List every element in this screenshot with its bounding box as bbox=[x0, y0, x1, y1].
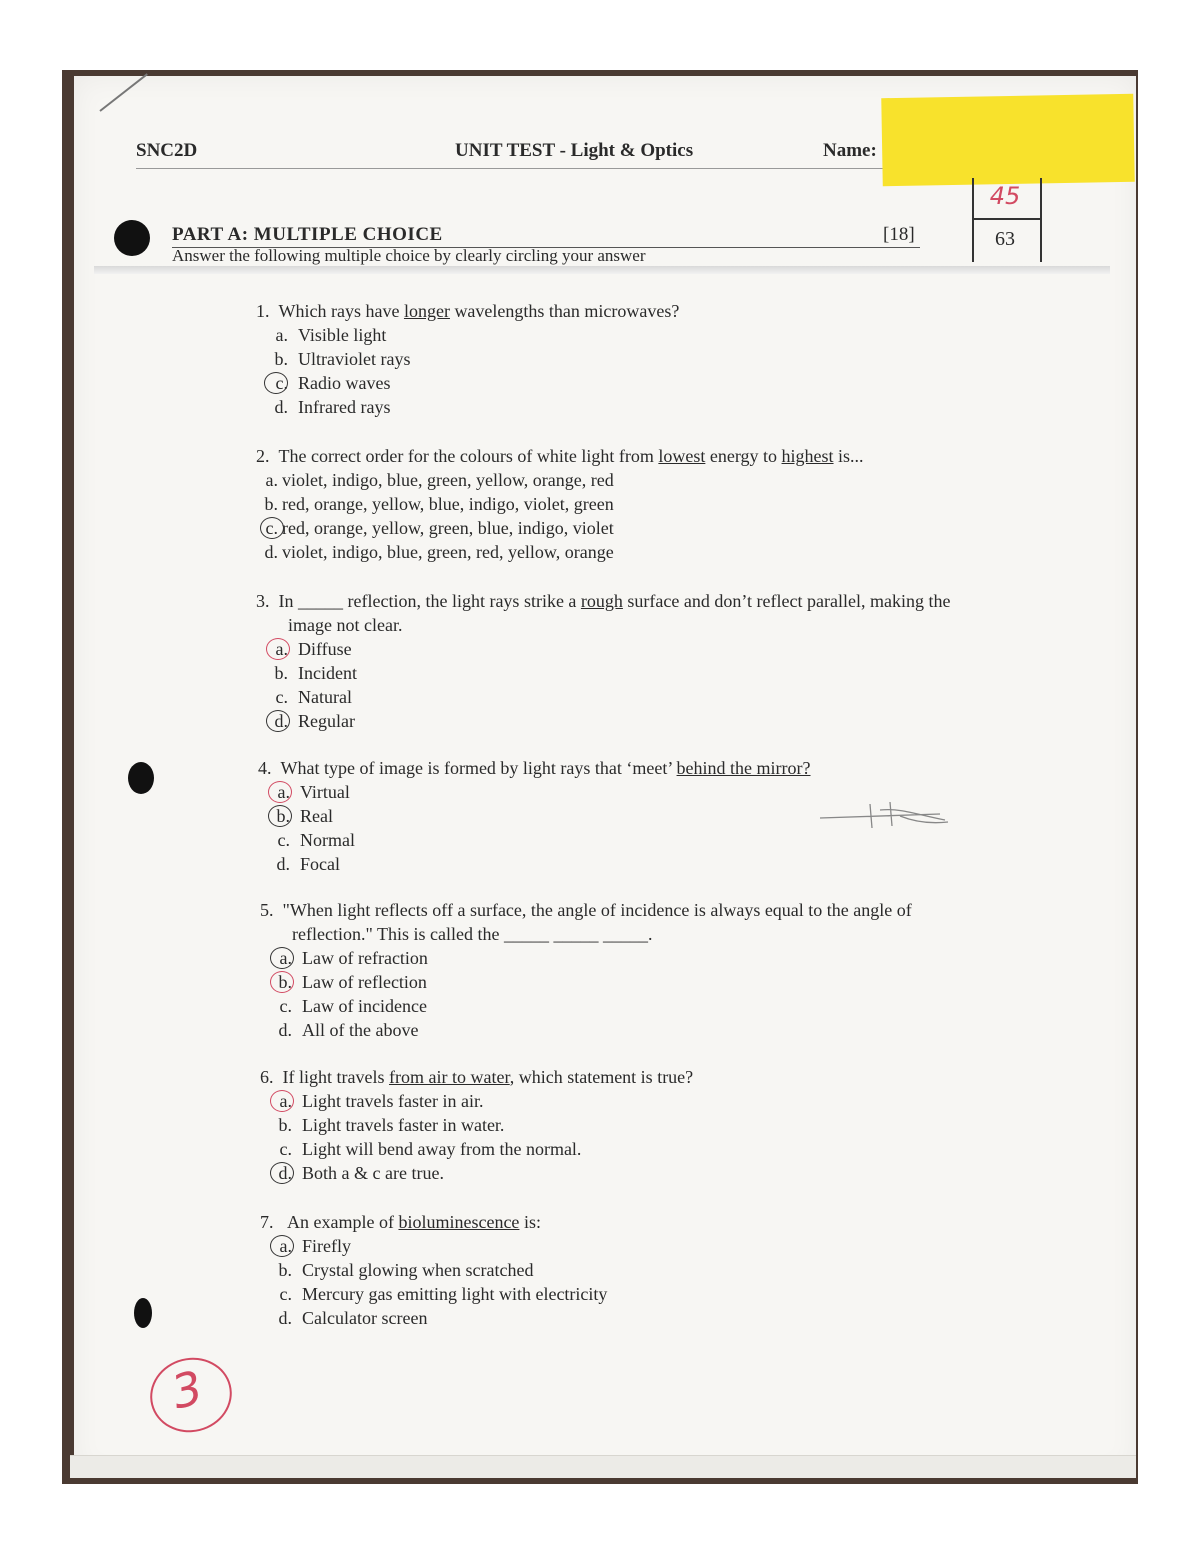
question-number: 3. bbox=[256, 591, 270, 611]
name-label: Name: bbox=[823, 140, 877, 161]
answer-circle bbox=[264, 372, 288, 394]
correct-answer-mark bbox=[266, 638, 290, 660]
stem-text: , which statement is true? bbox=[509, 1067, 694, 1087]
answer-circle bbox=[270, 1235, 294, 1257]
question-3 bbox=[256, 589, 950, 733]
name-redaction-highlight bbox=[881, 94, 1134, 186]
answer-circle bbox=[268, 805, 292, 827]
option-c[interactable]: c. Law of incidence bbox=[279, 996, 427, 1016]
option-a[interactable]: a. Virtual bbox=[258, 780, 811, 804]
option-d[interactable]: d. Focal bbox=[276, 854, 340, 874]
score-earned: 45 bbox=[989, 182, 1021, 210]
pencil-scribble bbox=[820, 800, 950, 830]
option-b[interactable]: b. Real bbox=[258, 804, 811, 828]
option-c[interactable]: c. Mercury gas emitting light with electricity bbox=[279, 1284, 608, 1304]
stem-text: Which rays have bbox=[278, 301, 404, 321]
stem-underline: from air to water bbox=[388, 1067, 510, 1087]
question-4 bbox=[258, 756, 811, 876]
option-d[interactable]: d. Both a & c are true. bbox=[260, 1161, 693, 1185]
option-b[interactable]: b. Law of reflection bbox=[260, 970, 912, 994]
question-1 bbox=[256, 299, 679, 419]
option-d[interactable]: d. Regular bbox=[256, 709, 950, 733]
punch-hole-top bbox=[114, 220, 150, 256]
stem-underline: behind the mirror? bbox=[676, 758, 811, 778]
stem-text: An example of bbox=[287, 1212, 399, 1232]
course-code: SNC2D bbox=[136, 140, 198, 161]
punch-hole-middle bbox=[128, 762, 154, 794]
page-score: 3 bbox=[166, 1360, 208, 1420]
question-7 bbox=[260, 1210, 607, 1330]
answer-circle bbox=[270, 1162, 294, 1184]
stem-text: The correct order for the colours of white light from bbox=[278, 446, 659, 466]
option-c[interactable]: c. Natural bbox=[275, 687, 352, 707]
score-total: 63 bbox=[995, 228, 1015, 250]
question-2 bbox=[256, 444, 864, 564]
stem-underline: rough bbox=[580, 591, 623, 611]
stem-text: "When light reflects off a surface, the angle of incidence is always equal to the angle of bbox=[282, 900, 912, 920]
stem-underline: lowest bbox=[658, 446, 706, 466]
question-5 bbox=[260, 898, 912, 1042]
stem-underline: highest bbox=[781, 446, 834, 466]
stem-text: energy to bbox=[705, 446, 782, 466]
stem-text: reflection, the light rays strike a bbox=[343, 591, 581, 611]
stem-underline: longer bbox=[403, 301, 450, 321]
correct-answer-mark bbox=[270, 971, 294, 993]
option-a[interactable]: a. Diffuse bbox=[256, 637, 950, 661]
correct-answer-mark bbox=[270, 1090, 294, 1112]
stem-text: surface and don’t reflect parallel, making the bbox=[622, 591, 951, 611]
question-6 bbox=[260, 1065, 693, 1185]
option-b[interactable]: b. Ultraviolet rays bbox=[274, 349, 411, 369]
part-instructions: Answer the following multiple choice by clearly circling your answer bbox=[172, 246, 646, 265]
test-title: UNIT TEST - Light & Optics bbox=[455, 140, 694, 161]
option-d[interactable]: d. All of the above bbox=[278, 1020, 419, 1040]
question-number: 6. bbox=[260, 1067, 274, 1087]
stem-line-2: reflection." This is called the _____ _____ _____. bbox=[292, 924, 653, 944]
option-a[interactable]: a. Visible light bbox=[275, 325, 387, 345]
part-marks: [18] bbox=[883, 224, 915, 245]
scan-band bbox=[94, 266, 1110, 274]
option-c[interactable]: c. Light will bend away from the normal. bbox=[279, 1139, 582, 1159]
underlying-sheet-edge bbox=[70, 1455, 1136, 1478]
option-d[interactable]: d. Infrared rays bbox=[274, 397, 391, 417]
stem-text: In bbox=[278, 591, 298, 611]
option-c[interactable]: c. red, orange, yellow, green, blue, indigo, violet bbox=[256, 516, 864, 540]
stem-line-2: image not clear. bbox=[288, 615, 403, 635]
stem-text: If light travels bbox=[282, 1067, 389, 1087]
stem-underline: bioluminescence bbox=[398, 1212, 520, 1232]
part-title: PART A: MULTIPLE CHOICE bbox=[172, 224, 443, 245]
stem-text: is... bbox=[833, 446, 864, 466]
stem-text: wavelengths than microwaves? bbox=[449, 301, 680, 321]
option-a[interactable]: a. Law of refraction bbox=[260, 946, 912, 970]
correct-answer-mark bbox=[268, 781, 292, 803]
stem-text: is: bbox=[519, 1212, 541, 1232]
question-number: 7. bbox=[260, 1212, 274, 1232]
option-b[interactable]: b. Light travels faster in water. bbox=[278, 1115, 505, 1135]
option-b[interactable]: b. Incident bbox=[274, 663, 357, 683]
question-number: 2. bbox=[256, 446, 270, 466]
option-b[interactable]: b. red, orange, yellow, blue, indigo, violet, green bbox=[264, 494, 614, 514]
header-rule bbox=[136, 168, 896, 169]
option-c[interactable]: c. Radio waves bbox=[256, 371, 679, 395]
option-a[interactable]: a. violet, indigo, blue, green, yellow, orange, red bbox=[265, 470, 614, 490]
stem-blank: _____ bbox=[298, 591, 343, 611]
punch-hole-bottom bbox=[134, 1298, 152, 1328]
answer-circle bbox=[266, 710, 290, 732]
answer-circle bbox=[260, 517, 284, 539]
option-b[interactable]: b. Crystal glowing when scratched bbox=[278, 1260, 534, 1280]
stem-text: What type of image is formed by light rays that ‘meet’ bbox=[280, 758, 677, 778]
option-d[interactable]: d. violet, indigo, blue, green, red, yellow, orange bbox=[264, 542, 614, 562]
option-c[interactable]: c. Normal bbox=[277, 830, 355, 850]
question-number: 5. bbox=[260, 900, 274, 920]
option-a[interactable]: a. Light travels faster in air. bbox=[260, 1089, 693, 1113]
option-d[interactable]: d. Calculator screen bbox=[278, 1308, 428, 1328]
question-number: 1. bbox=[256, 301, 270, 321]
answer-circle bbox=[270, 947, 294, 969]
option-a[interactable]: a. Firefly bbox=[260, 1234, 607, 1258]
question-number: 4. bbox=[258, 758, 272, 778]
